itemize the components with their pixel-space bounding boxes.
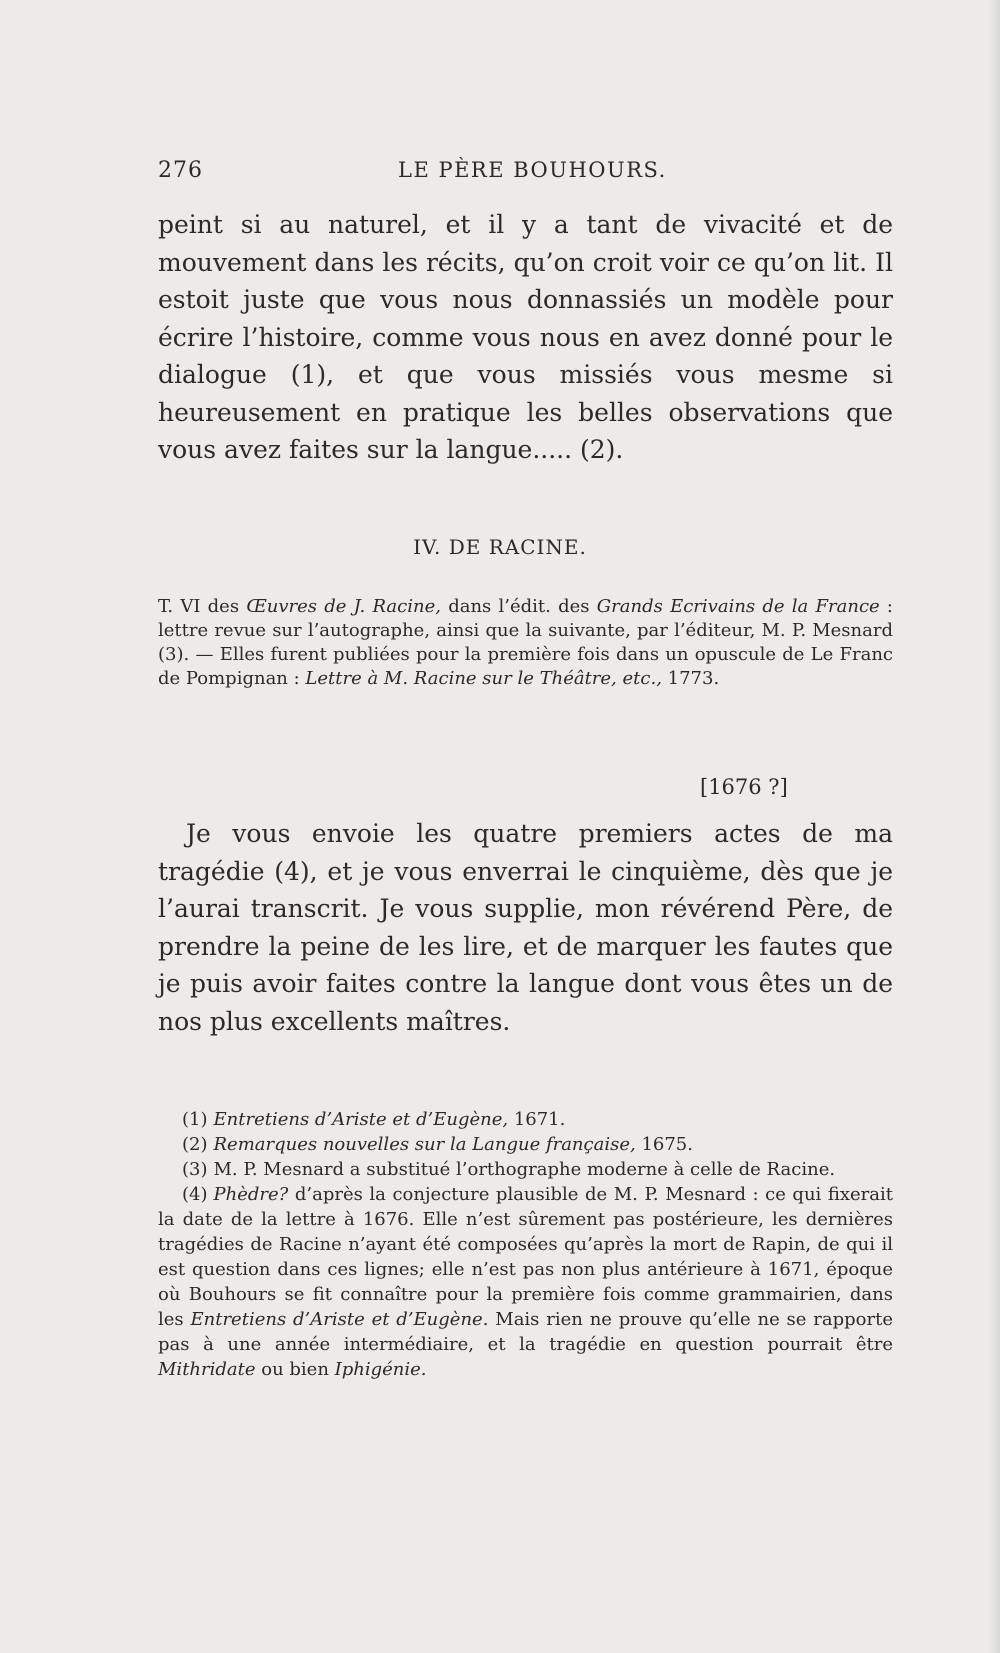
bibliography-source-title: Lettre à M. Racine sur le Théâtre, etc.,	[305, 668, 662, 689]
footnote-title: Entretiens d’Ariste et d’Eugène.	[190, 1309, 489, 1330]
footnote-2	[158, 1132, 893, 1157]
footnote-text: M. P. Mesnard a substitué l’orthographe moderne à celle de Racine.	[213, 1159, 836, 1180]
footnote-text: Mais rien ne prouve qu’elle ne se rapporte pas à une année intermédiaire, et la tragédie en question pourrait être	[158, 1309, 893, 1355]
footnote-marker: (3)	[182, 1159, 208, 1180]
running-head	[158, 158, 893, 190]
letter-paragraph: Je vous envoie les quatre premiers actes de ma tragédie (4), et je vous enverrai le cinquième, dès que je l’aurai transcrit. Je vous supplie, mon révérend Père, de prendre la peine de les lire, et de marquer les fautes que je puis avoir faites contre la langue dont vous êtes un de nos plus excellents maîtres.	[158, 819, 893, 1036]
footnote-text: ou bien	[255, 1359, 335, 1380]
page-number: 276	[158, 158, 203, 183]
bibliography-text: dans l’édit. des	[440, 596, 597, 617]
footnote-title: Mithridate	[158, 1359, 256, 1380]
bibliography-year: 1773.	[661, 668, 720, 689]
footnote-title: Phèdre?	[213, 1184, 289, 1205]
footnote-1	[158, 1107, 893, 1132]
footnote-marker: (1)	[182, 1109, 208, 1130]
bibliography-text: T. VI des	[158, 596, 247, 617]
footnote-3	[158, 1157, 893, 1182]
running-title: LE PÈRE BOUHOURS.	[398, 158, 667, 182]
main-paragraph: peint si au naturel, et il y a tant de vivacité et de mouvement dans les récits, qu’on croit voir ce qu’on lit. Il estoit juste que vous nous donnassiés un modèle pour écrire l’histoire, comme vous nous en avez donné pour le dialogue (1), et que vous missiés vous mesme si heureusement en pratique les belles observations que vous avez faites sur la langue..... (2).	[158, 210, 893, 464]
bibliography-note	[158, 595, 893, 691]
section-heading: IV. DE RACINE.	[413, 535, 587, 559]
footnotes	[158, 1107, 893, 1382]
footnote-text: 1671.	[508, 1109, 566, 1130]
footnote-4	[158, 1182, 893, 1382]
footnote-text: d’après la conjecture plausible de M. P. Mesnard : ce qui fixerait la date de la lettre à 1676. Elle n’est sûrement pas postérieure, les dernières tragédies de Racine n’ayant été composées qu’après la mort de Rapin, de qui il est question dans ces lignes; elle n’est pas non plus antérieure à 1671, époque où Bouhours se fit connaître pour la première fois comme grammairien, dans les	[158, 1184, 893, 1330]
footnote-title: Entretiens d’Ariste et d’Eugène,	[213, 1109, 509, 1130]
footnote-marker: (4)	[182, 1184, 208, 1205]
bibliography-work-title: Œuvres de J. Racine,	[246, 596, 441, 617]
footnote-title: Iphigénie.	[334, 1359, 427, 1380]
footnote-title: Remarques nouvelles sur la Langue française,	[213, 1134, 636, 1155]
bibliography-text: : lettre revue sur l’autographe, ainsi que la suivante, par l’éditeur, M. P. Mesnard (3). — Elles furent publiées pour la première fois dans un opuscule de Le Franc de Pompignan :	[158, 596, 893, 689]
page-edge-shadow	[988, 0, 1000, 1653]
footnote-text: 1675.	[635, 1134, 693, 1155]
letter-date: [1676 ?]	[700, 775, 788, 799]
main-text	[158, 206, 893, 469]
letter-text	[158, 815, 893, 1040]
bibliography-edition-title: Grands Ecrivains de la France	[596, 596, 880, 617]
footnote-marker: (2)	[182, 1134, 208, 1155]
